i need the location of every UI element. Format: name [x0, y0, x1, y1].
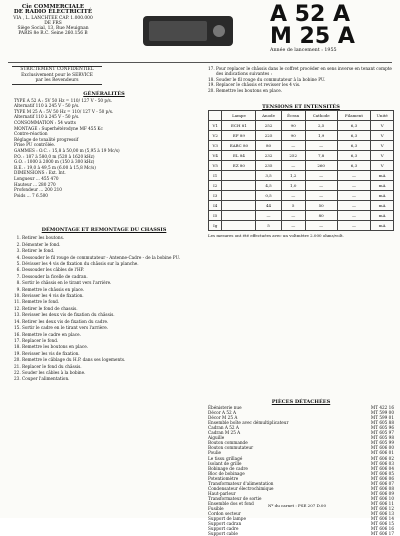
- tensions-cell: [222, 221, 256, 231]
- part-name: Potentiomètre: [208, 475, 239, 481]
- tensions-cell: 1,9: [305, 131, 337, 141]
- tensions-cell: EABC 80: [222, 141, 256, 151]
- tensions-row: [209, 181, 394, 191]
- tensions-cell: —: [337, 201, 371, 211]
- tensions-row: [209, 131, 394, 141]
- tensions-cell: mA: [371, 221, 394, 231]
- stamp-line-1: STRICTEMENT CONFIDENTIEL: [20, 67, 94, 72]
- tensions-row: [209, 221, 394, 231]
- tensions-cell: I4: [209, 201, 222, 211]
- company-address: Siège Social, 13, Rue Meuignan: [17, 26, 89, 32]
- tensions-table: [208, 110, 394, 231]
- tensions-cell: —: [337, 211, 371, 221]
- tensions-cell: 5: [281, 201, 305, 211]
- tensions-header-cell: Cathode: [305, 111, 337, 121]
- generalities-title: GÉNÉRALITÉS: [83, 91, 125, 97]
- part-name: Transformateur de sortie: [208, 495, 262, 501]
- tensions-cell: V5: [209, 161, 222, 171]
- part-reference: MT 606 17: [370, 531, 394, 536]
- part-name: Bobinage de cadre: [208, 465, 248, 471]
- tensions-cell: 1,0: [281, 181, 305, 191]
- part-reference: MT 599 00: [370, 410, 394, 416]
- generality-line: MONTAGE : Superhétérodyne MF 455 Kc: [14, 125, 103, 131]
- part-reference: MT 606 09: [370, 490, 394, 496]
- part-reference: MT 606 13: [370, 511, 394, 517]
- reassembly-note: 20. Remettre les boutons en place.: [216, 88, 394, 93]
- generality-line: TYPE M 25 A : 5V 50 Hz = 110/ 127 V - 50 p/s.: [14, 108, 114, 114]
- tensions-row: [209, 151, 394, 161]
- tensions-cell: EL 84: [222, 151, 256, 161]
- part-name: Ensemble boîte avec démultiplicateur: [208, 420, 289, 426]
- part-reference: MT 606 00: [370, 445, 394, 451]
- part-name: Ensemble dos et fond: [208, 500, 254, 506]
- tensions-header-cell: Écran: [281, 111, 305, 121]
- generality-line: Profondeur ... 200 210: [14, 187, 62, 193]
- part-reference: MT 606 10: [370, 495, 394, 501]
- dismantle-step: 18. Remettre les boutons en place.: [22, 344, 194, 349]
- generality-line: G.O. : 1000 à 2000 m (150 à 300 kHz): [14, 159, 95, 165]
- tensions-cell: mA: [371, 171, 394, 181]
- generalities-section: [14, 92, 194, 198]
- tensions-cell: 235: [256, 161, 281, 171]
- tensions-cell: 232: [256, 151, 281, 161]
- generality-line: Réglage de tonalité progressif: [14, 136, 79, 142]
- tensions-cell: EF 89: [222, 131, 256, 141]
- generality-line: Longueur ... 455 470: [14, 175, 59, 181]
- generality-line: Prise PU contrôlée.: [14, 142, 56, 148]
- generality-line: Hauteur ... 280 270: [14, 181, 56, 187]
- part-reference: MT 606 01: [370, 450, 394, 456]
- tensions-cell: 80: [256, 141, 281, 151]
- tensions-cell: 44: [256, 201, 281, 211]
- launch-year: Année de lancement : 1955: [270, 48, 337, 53]
- company-name: Cie COMMERCIALE: [21, 4, 85, 10]
- generality-line: B.E. : 19,0 à 49,5 m (6.00 à 15,8 Mc/s): [14, 164, 96, 170]
- tensions-cell: ECH 81: [222, 121, 256, 131]
- tensions-cell: 6,3: [337, 141, 371, 151]
- part-name: Fusible: [208, 505, 224, 511]
- part-row: [208, 531, 394, 536]
- part-name: Transformateur d'alimentation: [208, 480, 274, 486]
- tensions-header-row: [209, 111, 394, 121]
- part-reference: MT 606 14: [370, 516, 394, 522]
- company-subtitle: DE RADIO ÉLECTRICITÉ: [13, 9, 93, 16]
- tensions-cell: V: [371, 141, 394, 151]
- generality-line: Poids ... 7 6.500: [14, 192, 48, 198]
- part-name: Décor M 25 A: [208, 415, 238, 421]
- part-name: Bouton commutateur: [208, 445, 254, 451]
- tensions-cell: [222, 181, 256, 191]
- tensions-cell: V: [371, 151, 394, 161]
- company-capital: VIA , L. LANCHTEE CAP. 1.000.000 DE FRS: [13, 15, 93, 26]
- parts-list: [208, 405, 394, 536]
- tensions-note: Les mesures ont été effectuées avec un voltmètre 2.000 ohms/volt.: [208, 233, 344, 238]
- part-name: Bouton commande: [208, 440, 248, 446]
- tensions-cell: —: [305, 171, 337, 181]
- model-numbers: [270, 4, 355, 48]
- tensions-cell: —: [337, 191, 371, 201]
- tensions-header-cell: Unité: [371, 111, 394, 121]
- dismantle-step: 9. Remettre le châssis en place.: [22, 287, 194, 292]
- tensions-cell: mA: [371, 181, 394, 191]
- dismantle-step: 14. Retirer les deux vis de fixation du cadre.: [22, 319, 194, 324]
- tensions-cell: 4,5: [256, 181, 281, 191]
- part-name: Isolant de grille: [208, 460, 242, 466]
- radio-photo: [143, 16, 233, 46]
- dismantle-step: 12. Retirer le fond de chassis.: [22, 306, 194, 311]
- tensions-header-cell: Filament: [337, 111, 371, 121]
- dismantle-steps: [14, 235, 194, 381]
- dismantle-step: 11. Remettre le fond.: [22, 299, 194, 304]
- tensions-row: [209, 201, 394, 211]
- generality-line: DIMENSIONS : Ext. Int.: [14, 170, 66, 176]
- dismantle-step: 7. Dessouder la ficelle de cadran.: [22, 274, 194, 279]
- dismantle-step: 21. Replacer le fond du châssis.: [22, 364, 194, 369]
- tensions-cell: 225: [256, 131, 281, 141]
- tensions-row: [209, 141, 394, 151]
- dismantle-step: 17. Replacer le fond.: [22, 338, 194, 343]
- tensions-cell: 5: [256, 221, 281, 231]
- tensions-cell: 90: [281, 131, 305, 141]
- generality-line: Alternatif 110 à 245 V - 50 p/s.: [14, 114, 80, 120]
- part-reference: MT 605 88: [370, 420, 394, 426]
- tensions-header-cell: Lampe: [222, 111, 256, 121]
- tensions-cell: 80: [305, 211, 337, 221]
- tensions-cell: —: [337, 221, 371, 231]
- document-reference: Nº du carnet : PSE 207 D.00: [268, 503, 326, 508]
- dismantle-step: 4. Dessouder le fil rouge de commutateur - Antenne-Cadre - de la bobine PU.: [22, 255, 194, 260]
- part-reference: MT 606 04: [370, 465, 394, 471]
- part-name: Ébénisterie nue: [208, 405, 242, 411]
- tensions-cell: —: [281, 141, 305, 151]
- tensions-cell: —: [337, 171, 371, 181]
- tensions-cell: [222, 201, 256, 211]
- tensions-cell: 252: [281, 151, 305, 161]
- reassembly-note-list: [208, 66, 394, 93]
- part-reference: MT 599 01: [370, 415, 394, 421]
- tensions-cell: [222, 171, 256, 181]
- reassembly-note: 18. Souder le fil rouge du commutateur à la bobine PU.: [216, 77, 394, 82]
- reassembly-note: 17. Pour replacer le châssis dans le coffret procéder en sens inverse en tenant compte des indications suivantes :: [216, 66, 394, 77]
- tensions-cell: —: [281, 211, 305, 221]
- part-reference: MT 606 15: [370, 521, 394, 527]
- tensions-cell: 6,3: [337, 151, 371, 161]
- tensions-cell: 2,5: [305, 121, 337, 131]
- tensions-cell: V3: [209, 141, 222, 151]
- tensions-cell: 6,3: [337, 121, 371, 131]
- dismantle-step: 22. Souder les câbles à la bobine.: [22, 370, 194, 375]
- tensions-cell: V4: [209, 151, 222, 161]
- tensions-row: [209, 121, 394, 131]
- part-reference: MT 605 99: [370, 440, 394, 446]
- dismantle-step: 19. Revisser les vis de fixation.: [22, 351, 194, 356]
- part-name: Support cadran: [208, 521, 242, 527]
- tensions-cell: —: [305, 141, 337, 151]
- tensions-body: [209, 121, 394, 231]
- generality-line: P.O. : 187 à 580,0 m (520 à 1620 kHz): [14, 153, 95, 159]
- part-reference: MT 606 02: [370, 455, 394, 461]
- dismantle-step: 23. Couper l'alimentation.: [22, 376, 194, 381]
- stamp-line-2: Exclusivement pour le SERVICE: [21, 72, 93, 78]
- dismantle-step: 1. Retirer les boutons.: [22, 235, 194, 240]
- tensions-cell: 252: [256, 121, 281, 131]
- tensions-cell: I3: [209, 191, 222, 201]
- dismantle-step: 5. Dévisser les 4 vis de fixation du châssis sur la planche.: [22, 261, 194, 266]
- part-name: Condensateur électrochimique: [208, 485, 274, 491]
- tensions-cell: 7,8: [305, 151, 337, 161]
- tensions-cell: 50: [305, 201, 337, 211]
- confidential-stamp: [12, 66, 102, 85]
- dismantle-step: 6. Dessouder les câbles de l'HP.: [22, 267, 194, 272]
- part-reference: MT 606 08: [370, 485, 394, 491]
- part-name: Bloc de bobinage: [208, 470, 245, 476]
- tensions-cell: —: [305, 191, 337, 201]
- tensions-cell: Ig: [209, 221, 222, 231]
- part-reference: MT 422 16: [370, 405, 394, 411]
- company-header: [10, 5, 96, 37]
- dismantle-step: 13. Revisser les deux vis de fixation du châssis.: [22, 312, 194, 317]
- dismantle-step: 15. Sortir le cadre en le tirant vers l'arrière.: [22, 325, 194, 330]
- reassembly-note: 19. Replacer le châssis et revisser les 4 vis.: [216, 82, 394, 87]
- part-reference: MT 606 12: [370, 505, 394, 511]
- part-name: Support de lampe: [208, 516, 246, 522]
- tensions-cell: [222, 211, 256, 221]
- generality-line: Alternatif 110 à 245 V - 50 p/s.: [14, 103, 80, 109]
- tensions-cell: I2: [209, 181, 222, 191]
- part-name: Décor A 52 A: [208, 410, 237, 416]
- part-reference: MT 606 03: [370, 460, 394, 466]
- dismantle-step: 3. Retirer le fond.: [22, 248, 194, 253]
- company-registration: PARIS 8e R.C. Seine 260.156 B: [18, 31, 88, 37]
- part-name: Cadran M 25 A: [208, 430, 241, 436]
- part-reference: MT 605 98: [370, 435, 394, 441]
- tensions-cell: [222, 191, 256, 201]
- tensions-row: [209, 171, 394, 181]
- part-reference: MT 606 07: [370, 480, 394, 486]
- tensions-section: [208, 104, 394, 238]
- tensions-cell: mA: [371, 191, 394, 201]
- part-reference: MT 606 06: [370, 475, 394, 481]
- tensions-cell: —: [281, 161, 305, 171]
- tensions-cell: I5: [209, 211, 222, 221]
- tensions-header-cell: Anode: [256, 111, 281, 121]
- tensions-cell: 90: [281, 121, 305, 131]
- reassembly-notes: [208, 66, 394, 93]
- tensions-cell: —: [337, 181, 371, 191]
- part-name: Support cable: [208, 531, 238, 536]
- part-reference: MT 606 11: [370, 500, 394, 506]
- tensions-cell: 6,3: [337, 131, 371, 141]
- tensions-header-cell: [209, 111, 222, 121]
- tensions-cell: V: [371, 121, 394, 131]
- part-name: Cadran A 52 A: [208, 425, 239, 431]
- part-name: Support cadre: [208, 526, 239, 532]
- part-reference: MT 606 05: [370, 470, 394, 476]
- tensions-cell: 260: [305, 161, 337, 171]
- tensions-cell: 3,5: [256, 171, 281, 181]
- tensions-row: [209, 161, 394, 171]
- tensions-cell: 0,5: [256, 191, 281, 201]
- part-reference: MT 605 97: [370, 430, 394, 436]
- tensions-row: [209, 191, 394, 201]
- dismantle-section: [14, 228, 194, 383]
- dismantle-step: 16. Remettre le cadre en place.: [22, 332, 194, 337]
- dismantle-step: 10. Revisser les 4 vis de fixation.: [22, 293, 194, 298]
- tensions-cell: 1,2: [281, 171, 305, 181]
- part-reference: MT 606 16: [370, 526, 394, 532]
- generality-line: GAMMES : O.C. : 15,8 à 50,00 m (5,95 à 19 Mc/s): [14, 147, 120, 153]
- tensions-cell: V1: [209, 121, 222, 131]
- tensions-row: [209, 211, 394, 221]
- generality-line: TYPE A 52 A : 5V 50 Hz = 110/ 127 V - 50 p/s.: [14, 97, 112, 103]
- dismantle-title: DÉMONTAGE ET REMONTAGE DU CHASSIS: [41, 227, 167, 233]
- tensions-cell: —: [281, 221, 305, 231]
- part-name: Haut-parleur: [208, 490, 236, 496]
- tensions-cell: 6,3: [337, 161, 371, 171]
- tensions-cell: V2: [209, 131, 222, 141]
- dismantle-step: 20. Remettre le câblage du H.P. dans ses logements.: [22, 357, 194, 362]
- part-name: Poulie: [208, 450, 222, 456]
- model-a: A 52 A: [270, 2, 350, 27]
- tensions-cell: mA: [371, 201, 394, 211]
- part-name: Aiguille: [208, 435, 225, 441]
- generalities-lines: [14, 98, 194, 199]
- tensions-title: TENSIONS ET INTENSITÉS: [262, 104, 340, 110]
- parts-section: [208, 400, 394, 536]
- tensions-cell: —: [305, 181, 337, 191]
- generality-line: CONSOMMATION : 54 watts: [14, 119, 76, 125]
- dismantle-step: 2. Démonter le fond.: [22, 242, 194, 247]
- generality-line: Contre-réaction: [14, 131, 48, 137]
- header-divider: [8, 62, 392, 63]
- tensions-cell: I1: [209, 171, 222, 181]
- tensions-cell: —: [256, 211, 281, 221]
- tensions-cell: —: [305, 221, 337, 231]
- tensions-cell: —: [281, 191, 305, 201]
- stamp-line-3: par les Revendeurs: [35, 78, 79, 83]
- part-name: Cordon secteur: [208, 511, 241, 517]
- tensions-cell: V: [371, 131, 394, 141]
- dismantle-step: 8. Sortir le châssis en le tirant vers l'arrière.: [22, 280, 194, 285]
- tensions-cell: mA: [371, 211, 394, 221]
- tensions-cell: V: [371, 161, 394, 171]
- part-name: Le tissu grillagé: [208, 455, 243, 461]
- tensions-cell: EZ 80: [222, 161, 256, 171]
- part-reference: MT 605 96: [370, 425, 394, 431]
- model-b: M 25 A: [270, 24, 355, 49]
- parts-title: PIÈCES DÉTACHÉES: [271, 399, 331, 405]
